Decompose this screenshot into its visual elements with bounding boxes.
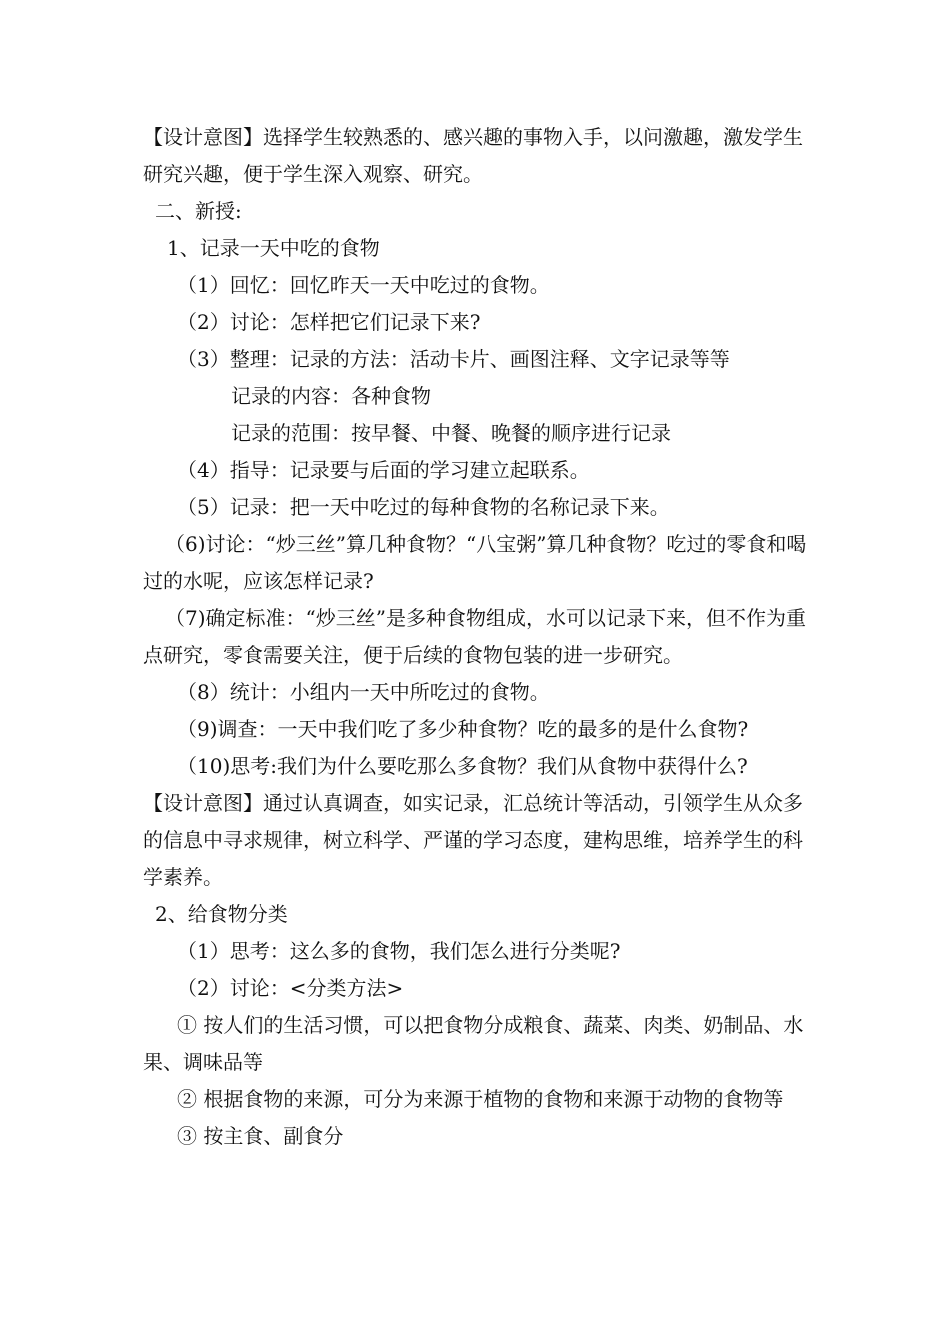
- method-staple: ③ 按主食、副食分: [177, 1124, 344, 1148]
- step-think: （10)思考:我们为什么要吃那么多食物？我们从食物中获得什么?: [177, 754, 748, 778]
- step-survey: （9)调查：一天中我们吃了多少种食物？吃的最多的是什么食物?: [177, 717, 749, 741]
- section-heading-new-lesson: 二、新授:: [155, 199, 242, 223]
- step-organize-content: 记录的内容：各种食物: [231, 384, 431, 408]
- classify-think: （1）思考：这么多的食物，我们怎么进行分类呢?: [177, 939, 621, 963]
- step-discuss: （2）讨论：怎样把它们记录下来?: [177, 310, 481, 334]
- design-intent-paragraph: 【设计意图】选择学生较熟悉的、感兴趣的事物入手，以问激趣，激发学生研究兴趣，便于学生深入观察、研究。: [143, 125, 803, 186]
- step-discuss-snacks: （6)讨论：“炒三丝”算几种食物？“八宝粥”算几种食物？吃过的零食和喝过的水呢，应该怎样记录?: [143, 532, 807, 593]
- method-habit: ① 按人们的生活习惯，可以把食物分成粮食、蔬菜、肉类、奶制品、水果、调味品等: [143, 1013, 804, 1074]
- step-organize: （3）整理：记录的方法：活动卡片、画图注释、文字记录等等: [177, 347, 730, 371]
- classify-discuss: （2）讨论：<分类方法>: [177, 976, 404, 1000]
- step-statistics: （8）统计：小组内一天中所吃过的食物。: [177, 680, 550, 704]
- subsection-heading-classify-food: 2、给食物分类: [155, 902, 288, 926]
- document-body: [143, 119, 811, 1155]
- method-source: ② 根据食物的来源，可分为来源于植物的食物和来源于动物的食物等: [177, 1087, 784, 1111]
- subsection-heading-record-food: 1、记录一天中吃的食物: [167, 236, 380, 260]
- step-recall: （1）回忆：回忆昨天一天中吃过的食物。: [177, 273, 550, 297]
- step-standard: （7)确定标准：“炒三丝”是多种食物组成，水可以记录下来，但不作为重点研究，零食需要关注，便于后续的食物包装的进一步研究。: [143, 606, 806, 667]
- step-organize-range: 记录的范围：按早餐、中餐、晚餐的顺序进行记录: [231, 421, 671, 445]
- step-record: （5）记录：把一天中吃过的每种食物的名称记录下来。: [177, 495, 670, 519]
- step-guide: （4）指导：记录要与后面的学习建立起联系。: [177, 458, 590, 482]
- design-intent-paragraph-2: 【设计意图】通过认真调查，如实记录，汇总统计等活动，引领学生从众多的信息中寻求规律，树立科学、严谨的学习态度，建构思维，培养学生的科学素养。: [143, 791, 803, 889]
